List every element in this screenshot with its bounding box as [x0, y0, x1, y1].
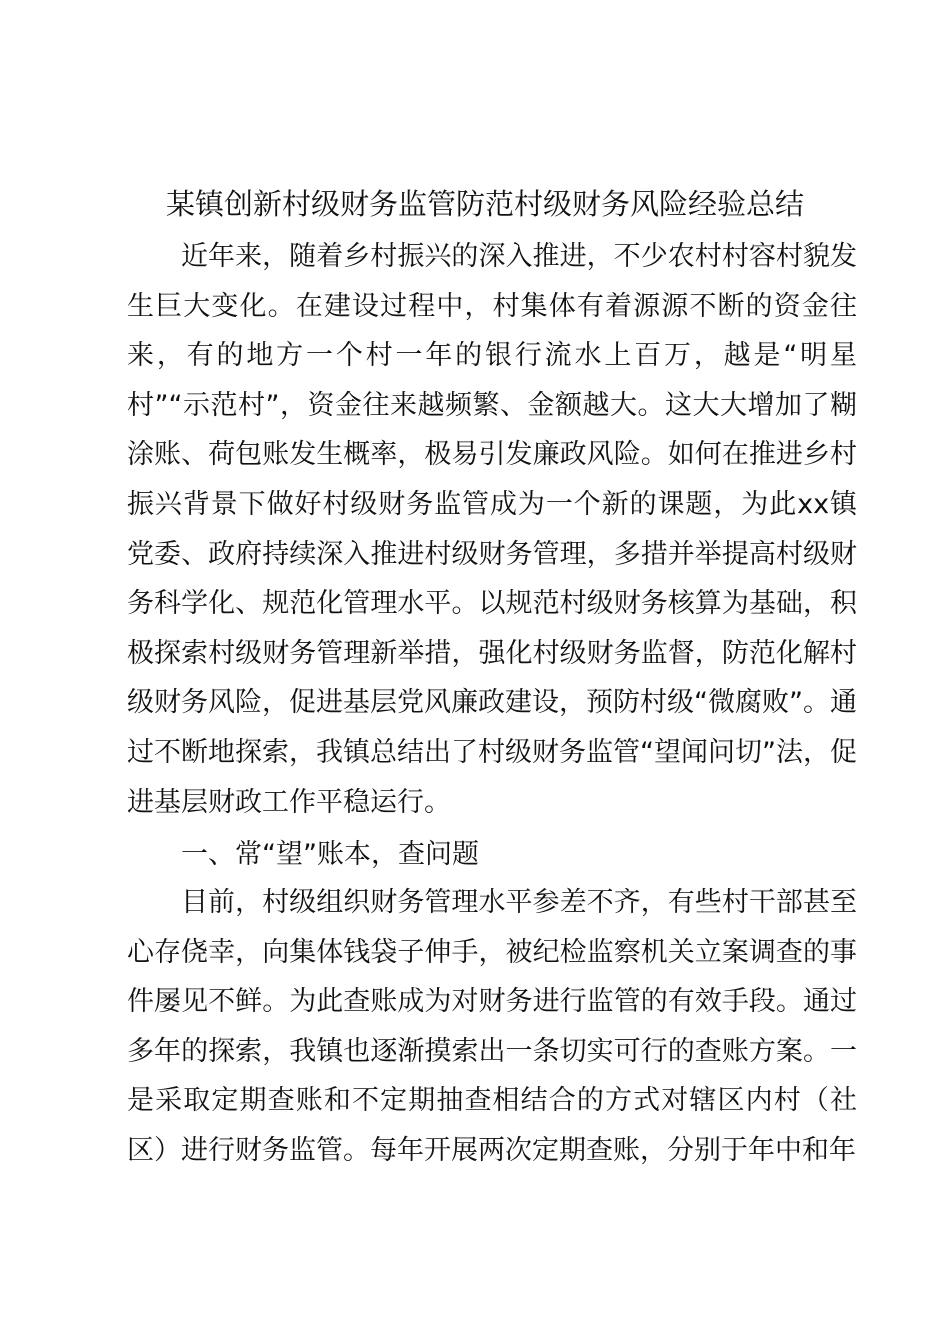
intro-paragraph: 近年来，随着乡村振兴的深入推进，不少农村村容村貌发生巨大变化。在建设过程中，村集体有着源源不断的资金往来，有的地方一个村一年的银行流水上百万，越是“明星村”“示范村”，资金往来越频繁、金额越大。这大大增加了糊涂账、荷包账发生概率，极易引发廉政风险。如何在推进乡村振兴背景下做好村级财务监管成为一个新的课题，为此xx镇党委、政府持续深入推进村级财务管理，多措并举提高村级财务科学化、规范化管理水平。以规范村级财务核算为基础，积极探索村级财务管理新举措，强化村级财务监督，防范化解村级财务风险，促进基层党风廉政建设，预防村级“微腐败”。通过不断地探索，我镇总结出了村级财务监管“望闻问切”法，促进基层财政工作平稳运行。: [127, 241, 857, 818]
section-1-paragraph: 目前，村级组织财务管理水平参差不齐，有些村干部甚至心存侥幸，向集体钱袋子伸手，被纪检监察机关立案调查的事件屡见不鲜。为此查账成为对财务进行监管的有效手段。通过多年的探索，我镇也逐渐摸索出一条切实可行的查账方案。一是采取定期查账和不定期抽查相结合的方式对辖区内村（社区）进行财务监管。每年开展两次定期查账，分别于年中和年: [127, 887, 857, 1166]
section-heading-1: 一、常“望”账本，查问题: [181, 839, 479, 870]
document-title: 某镇创新村级财务监管防范村级财务风险经验总结: [165, 187, 804, 221]
